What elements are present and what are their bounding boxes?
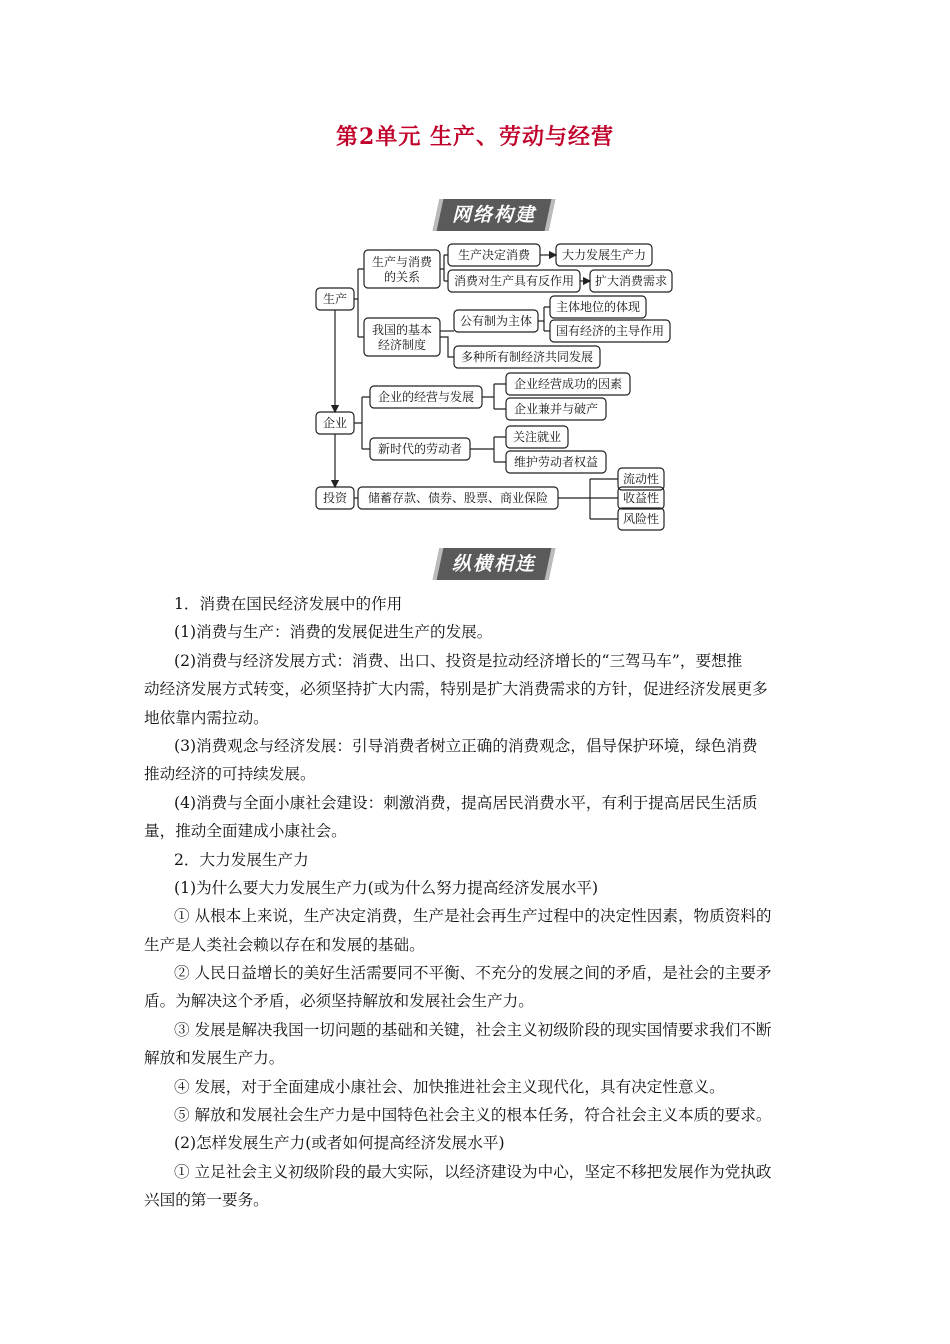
text-line: (2)怎样发展生产力(或者如何提高经济发展水平) (174, 1134, 505, 1153)
text-line: (1)为什么要大力发展生产力(或为什么努力提高经济发展水平) (174, 878, 599, 897)
text-line: 生产是人类社会赖以存在和发展的基础。 (144, 935, 425, 954)
node-rel-line1: 生产与消费 (371, 255, 433, 269)
text-line: 兴国的第一要务。 (144, 1191, 269, 1210)
text-line: (4)消费与全面小康社会建设：刺激消费，提高居民消费水平，有利于提高居民生活质 (174, 793, 758, 812)
node-profit: 收益性 (622, 491, 660, 505)
node-sys-line1: 我国的基本 (371, 323, 433, 337)
text-line: 1．消费在国民经济发展中的作用 (174, 595, 403, 613)
text-line: (3)消费观念与经济发展：引导消费者树立正确的消费观念，倡导保护环境，绿色消费 (174, 736, 758, 755)
text-line: 2．大力发展生产力 (174, 850, 309, 869)
section-banner-links-label: 纵横相连 (451, 553, 536, 575)
text-line: 量，推动全面建成小康社会。 (144, 822, 347, 841)
node-production: 生产 (322, 292, 348, 306)
text-line: ① 立足社会主义初级阶段的最大实际，以经济建设为中心，坚定不移把发展作为党执政 (174, 1162, 772, 1181)
text-line: 动经济发展方式转变，必须坚持扩大内需，特别是扩大消费需求的方针，促进经济发展更多 (144, 680, 768, 699)
node-risk: 风险性 (622, 512, 660, 526)
section-banner-links (436, 548, 552, 580)
node-multi: 多种所有制经济共同发展 (460, 350, 594, 364)
node-rights: 维护劳动者权益 (513, 455, 599, 469)
text-line: ④ 发展，对于全面建成小康社会、加快推进社会主义现代化，具有决定性意义。 (174, 1077, 725, 1096)
node-main-pos: 主体地位的体现 (555, 300, 641, 314)
body-text (144, 590, 816, 1215)
node-invest: 投资 (322, 491, 348, 505)
text-line: ⑤ 解放和发展社会生产力是中国特色社会主义的根本任务，符合社会主义本质的要求。 (174, 1106, 772, 1125)
node-public: 公有制为主体 (459, 314, 533, 328)
node-decides: 生产决定消费 (457, 248, 531, 262)
text-line: 解放和发展生产力。 (144, 1049, 285, 1068)
text-line: ② 人民日益增长的美好生活需要同不平衡、不充分的发展之间的矛盾，是社会的主要矛 (174, 964, 772, 983)
node-operation: 企业的经营与发展 (377, 390, 475, 404)
text-line: (2)消费与经济发展方式：消费、出口、投资是拉动经济增长的“三驾马车”，要想推 (174, 651, 743, 670)
page-title: 第2单元 生产、劳动与经营 (336, 124, 614, 150)
node-methods: 储蓄存款、债券、股票、商业保险 (367, 491, 549, 505)
node-workers: 新时代的劳动者 (377, 442, 463, 456)
text-line: ① 从根本上来说，生产决定消费，生产是社会再生产过程中的决定性因素，物质资料的 (174, 907, 772, 926)
section-banner-network (436, 199, 552, 231)
text-line: 盾。为解决这个矛盾，必须坚持解放和发展社会生产力。 (144, 992, 534, 1011)
section-banner-network-label: 网络构建 (451, 204, 536, 226)
node-rel-line2: 的关系 (383, 270, 421, 284)
text-line: ③ 发展是解决我国一切问题的基础和关键，社会主义初级阶段的现实国情要求我们不断 (174, 1020, 772, 1039)
node-success: 企业经营成功的因素 (513, 377, 623, 391)
node-employment: 关注就业 (512, 430, 562, 444)
text-line: (1)消费与生产：消费的发展促进生产的发展。 (174, 623, 493, 642)
node-enterprise: 企业 (322, 416, 348, 430)
node-reaction: 消费对生产具有反作用 (453, 274, 575, 288)
node-merge: 企业兼并与破产 (513, 402, 599, 416)
node-liquidity: 流动性 (622, 472, 660, 486)
node-expand: 扩大消费需求 (594, 274, 668, 288)
node-state-role: 国有经济的主导作用 (555, 324, 665, 338)
text-line: 推动经济的可持续发展。 (144, 765, 316, 784)
node-develop: 大力发展生产力 (561, 248, 647, 262)
concept-map (300, 236, 700, 536)
node-sys-line2: 经济制度 (377, 338, 427, 352)
text-line: 地依靠内需拉动。 (144, 708, 269, 727)
